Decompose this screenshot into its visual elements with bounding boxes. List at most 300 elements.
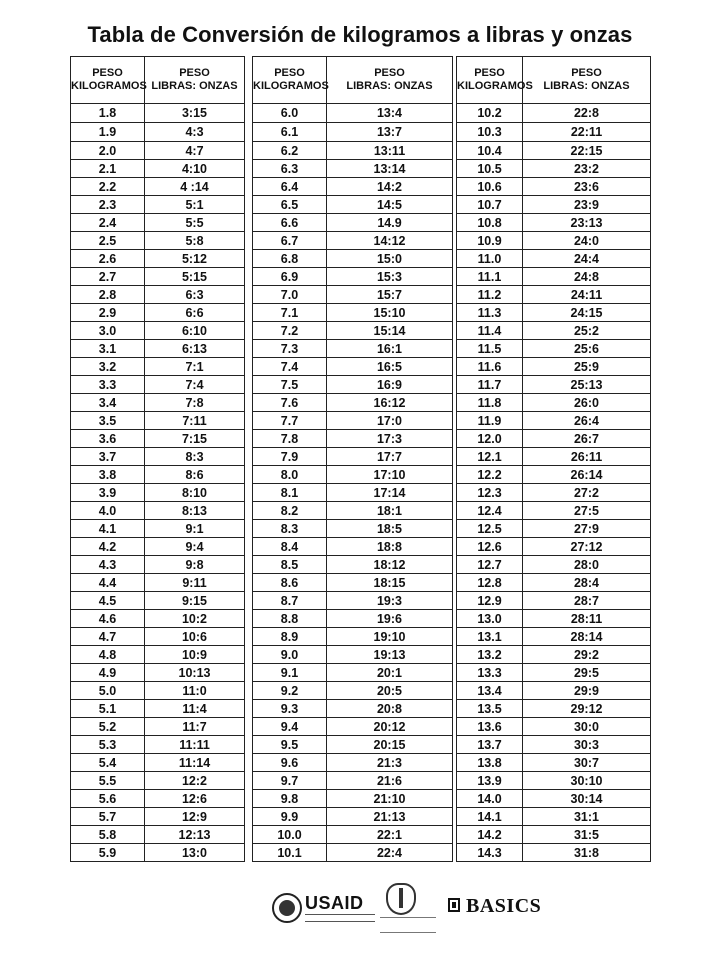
table-row [253,286,453,304]
pounds-ounces-cell: 22:15 [523,142,651,160]
table-row [71,574,245,592]
pounds-ounces-cell: 5:1 [145,196,245,214]
pounds-ounces-cell: 14.9 [327,214,453,232]
table-row [253,268,453,286]
table-row [253,628,453,646]
kilogram-cell: 12.9 [457,592,523,610]
table-row [71,358,245,376]
pounds-ounces-cell: 11:11 [145,736,245,754]
pounds-ounces-cell: 30:3 [523,736,651,754]
table-row [71,700,245,718]
pounds-ounces-cell: 9:15 [145,592,245,610]
table-row [253,340,453,358]
kilogram-cell: 12.4 [457,502,523,520]
pounds-ounces-cell: 29:5 [523,664,651,682]
table-row [71,430,245,448]
header-kg-line1: PESO [274,67,305,79]
pounds-ounces-cell: 27:9 [523,520,651,538]
kilogram-cell: 9.8 [253,790,327,808]
header-kg-line2: KILOGRAMOS [71,80,147,92]
pounds-ounces-cell: 17:7 [327,448,453,466]
pounds-ounces-cell: 20:5 [327,682,453,700]
kilogram-cell: 13.7 [457,736,523,754]
kilogram-cell: 8.4 [253,538,327,556]
table-row [457,610,651,628]
kilogram-cell: 3.1 [71,340,145,358]
kilogram-cell: 2.1 [71,160,145,178]
pounds-ounces-cell: 31:8 [523,844,651,862]
kilogram-cell: 12.5 [457,520,523,538]
kilogram-cell: 14.0 [457,790,523,808]
pounds-ounces-cell: 25:2 [523,322,651,340]
kilogram-cell: 10.3 [457,123,523,142]
kilogram-cell: 9.0 [253,646,327,664]
kilogram-cell: 5.3 [71,736,145,754]
pounds-ounces-cell: 9:1 [145,520,245,538]
kilogram-cell: 5.5 [71,772,145,790]
kilogram-cell: 9.6 [253,754,327,772]
pounds-ounces-cell: 3:15 [145,104,245,123]
table-row [71,178,245,196]
table-row [71,844,245,862]
kilogram-cell: 13.1 [457,628,523,646]
kilogram-cell: 3.7 [71,448,145,466]
pounds-ounces-cell: 23:2 [523,160,651,178]
kilogram-cell: 9.5 [253,736,327,754]
pounds-ounces-cell: 24:11 [523,286,651,304]
table-row [457,502,651,520]
table-row [253,214,453,232]
kilogram-cell: 13.3 [457,664,523,682]
table-row [253,123,453,142]
kilogram-cell: 8.3 [253,520,327,538]
kilogram-cell: 13.8 [457,754,523,772]
pounds-ounces-cell: 7:4 [145,376,245,394]
table-row [457,304,651,322]
kilogram-cell: 3.0 [71,322,145,340]
pounds-ounces-cell: 20:8 [327,700,453,718]
pounds-ounces-cell: 25:9 [523,358,651,376]
kilogram-cell: 2.6 [71,250,145,268]
table-row [71,718,245,736]
kilogram-cell: 13.5 [457,700,523,718]
table-row [71,646,245,664]
kilogram-cell: 2.9 [71,304,145,322]
kilogram-cell: 2.4 [71,214,145,232]
kilogram-cell: 7.9 [253,448,327,466]
pounds-ounces-cell: 29:9 [523,682,651,700]
pounds-ounces-cell: 29:12 [523,700,651,718]
kilogram-cell: 4.0 [71,502,145,520]
kilogram-cell: 7.5 [253,376,327,394]
table-row [71,214,245,232]
pounds-ounces-cell: 28:11 [523,610,651,628]
kilogram-cell: 6.8 [253,250,327,268]
pounds-ounces-cell: 20:12 [327,718,453,736]
secretaria-salud-logo [378,883,438,939]
pounds-ounces-cell: 16:9 [327,376,453,394]
pounds-ounces-cell: 13:0 [145,844,245,862]
table-row [253,718,453,736]
table-row [253,682,453,700]
kilogram-cell: 2.3 [71,196,145,214]
table-row [71,232,245,250]
table-row [457,844,651,862]
header-row [253,57,453,104]
pounds-ounces-cell: 20:1 [327,664,453,682]
kilogram-cell: 4.5 [71,592,145,610]
pounds-ounces-cell: 12:13 [145,826,245,844]
kilogram-cell: 5.2 [71,718,145,736]
pounds-ounces-cell: 31:5 [523,826,651,844]
table-row [71,610,245,628]
kilogram-cell: 11.0 [457,250,523,268]
kilogram-cell: 2.7 [71,268,145,286]
pounds-ounces-cell: 27:2 [523,484,651,502]
pounds-ounces-cell: 16:5 [327,358,453,376]
pounds-ounces-cell: 22:1 [327,826,453,844]
table-row [457,178,651,196]
basics-wordmark: BASICS [466,895,542,917]
header-lb-line1: PESO [374,67,405,79]
table-row [457,592,651,610]
header-lb-line2: LIBRAS: ONZAS [543,80,630,92]
table-row [71,556,245,574]
table-row [457,754,651,772]
pounds-ounces-cell: 9:4 [145,538,245,556]
table-row [457,430,651,448]
pounds-ounces-cell: 7:8 [145,394,245,412]
kilogram-cell: 6.4 [253,178,327,196]
pounds-ounces-cell: 26:11 [523,448,651,466]
kilogram-cell: 12.0 [457,430,523,448]
kilogram-cell: 4.6 [71,610,145,628]
kilogram-cell: 10.9 [457,232,523,250]
table-row [457,268,651,286]
pounds-ounces-cell: 25:13 [523,376,651,394]
conversion-table-1 [70,56,245,862]
table-row [71,196,245,214]
kilogram-cell: 1.9 [71,123,145,142]
pounds-ounces-cell: 16:1 [327,340,453,358]
pounds-ounces-cell: 11:0 [145,682,245,700]
kilogram-cell: 4.8 [71,646,145,664]
page-title: Tabla de Conversión de kilogramos a libras y onzas [87,22,633,47]
kilogram-cell: 12.6 [457,538,523,556]
table-row [253,772,453,790]
pounds-ounces-cell: 11:4 [145,700,245,718]
table-row [71,304,245,322]
pounds-ounces-cell: 24:15 [523,304,651,322]
header-lb-line2: LIBRAS: ONZAS [151,80,238,92]
kilogram-cell: 13.2 [457,646,523,664]
kilogram-cell: 4.9 [71,664,145,682]
table-row [457,700,651,718]
conversion-table-3 [456,56,651,862]
table-row [71,664,245,682]
pounds-ounces-cell: 6:13 [145,340,245,358]
pounds-ounces-cell: 21:6 [327,772,453,790]
kilogram-cell: 12.8 [457,574,523,592]
kilogram-cell: 11.6 [457,358,523,376]
usaid-seal-icon [272,893,302,923]
kilogram-cell: 11.9 [457,412,523,430]
table-row [457,790,651,808]
kilogram-cell: 5.0 [71,682,145,700]
pounds-ounces-cell: 10:6 [145,628,245,646]
kilogram-cell: 7.6 [253,394,327,412]
table-row [253,142,453,160]
pounds-ounces-cell: 11:14 [145,754,245,772]
table-row [71,484,245,502]
kilogram-cell: 9.7 [253,772,327,790]
kilogram-cell: 3.5 [71,412,145,430]
table-row [457,412,651,430]
table-row [457,718,651,736]
kilogram-cell: 12.3 [457,484,523,502]
table-row [253,484,453,502]
pounds-ounces-cell: 5:12 [145,250,245,268]
pounds-ounces-cell: 10:9 [145,646,245,664]
kilogram-cell: 7.2 [253,322,327,340]
table-row [71,520,245,538]
kilogram-cell: 7.3 [253,340,327,358]
pounds-ounces-cell: 29:2 [523,646,651,664]
kilogram-cell: 8.2 [253,502,327,520]
kilogram-cell: 4.2 [71,538,145,556]
table-row [457,646,651,664]
header-kg-line2: KILOGRAMOS [253,80,329,92]
kilogram-cell: 9.4 [253,718,327,736]
table-row [457,448,651,466]
kilogram-cell: 7.8 [253,430,327,448]
kilogram-cell: 4.7 [71,628,145,646]
kilogram-cell: 3.6 [71,430,145,448]
table-row [457,484,651,502]
header-kg-line1: PESO [92,67,123,79]
pounds-ounces-cell: 30:7 [523,754,651,772]
table-row [71,754,245,772]
pounds-ounces-cell: 28:14 [523,628,651,646]
pounds-ounces-cell: 26:4 [523,412,651,430]
table-row [457,214,651,232]
pounds-ounces-cell: 28:0 [523,556,651,574]
table-row [71,826,245,844]
kilogram-cell: 14.3 [457,844,523,862]
pounds-ounces-cell: 5:5 [145,214,245,232]
pounds-ounces-cell: 10:13 [145,664,245,682]
pounds-ounces-cell: 23:9 [523,196,651,214]
pounds-ounces-cell: 12:9 [145,808,245,826]
kilogram-cell: 6.6 [253,214,327,232]
table-row [253,664,453,682]
kilogram-cell: 7.0 [253,286,327,304]
pounds-ounces-cell: 7:1 [145,358,245,376]
table-row [457,340,651,358]
kilogram-cell: 4.1 [71,520,145,538]
header-libras-onzas [523,57,651,104]
kilogram-cell: 12.1 [457,448,523,466]
table-row [457,376,651,394]
pounds-ounces-cell: 6:10 [145,322,245,340]
kilogram-cell: 9.9 [253,808,327,826]
kilogram-cell: 6.3 [253,160,327,178]
kilogram-cell: 13.4 [457,682,523,700]
pounds-ounces-cell: 22:11 [523,123,651,142]
table-row [71,466,245,484]
pounds-ounces-cell: 19:13 [327,646,453,664]
table-row [457,394,651,412]
kilogram-cell: 5.6 [71,790,145,808]
table-row [457,808,651,826]
kilogram-cell: 13.9 [457,772,523,790]
kilogram-cell: 10.4 [457,142,523,160]
pounds-ounces-cell: 26:14 [523,466,651,484]
kilogram-cell: 3.3 [71,376,145,394]
kilogram-cell: 11.7 [457,376,523,394]
header-libras-onzas [327,57,453,104]
table-row [253,412,453,430]
pounds-ounces-cell: 9:11 [145,574,245,592]
table-row [253,610,453,628]
pounds-ounces-cell: 26:7 [523,430,651,448]
pounds-ounces-cell: 17:10 [327,466,453,484]
pounds-ounces-cell: 20:15 [327,736,453,754]
table-row [71,682,245,700]
kilogram-cell: 2.5 [71,232,145,250]
pounds-ounces-cell: 15:3 [327,268,453,286]
kilogram-cell: 11.1 [457,268,523,286]
kilogram-cell: 13.6 [457,718,523,736]
table-row [71,808,245,826]
header-kg-line2: KILOGRAMOS [457,80,533,92]
table-row [457,520,651,538]
pounds-ounces-cell: 13:11 [327,142,453,160]
pounds-ounces-cell: 6:6 [145,304,245,322]
kilogram-cell: 3.8 [71,466,145,484]
table-row [71,104,245,123]
table-row [457,250,651,268]
kilogram-cell: 2.8 [71,286,145,304]
table-row [457,682,651,700]
header-row [457,57,651,104]
pounds-ounces-cell: 8:10 [145,484,245,502]
table-row [253,556,453,574]
kilogram-cell: 7.7 [253,412,327,430]
table-row [457,736,651,754]
kilogram-cell: 6.0 [253,104,327,123]
kilogram-cell: 6.1 [253,123,327,142]
footer-logos [0,883,720,943]
table-row [253,232,453,250]
pounds-ounces-cell: 14:2 [327,178,453,196]
kilogram-cell: 8.8 [253,610,327,628]
pounds-ounces-cell: 21:13 [327,808,453,826]
header-libras-onzas [145,57,245,104]
pounds-ounces-cell: 7:15 [145,430,245,448]
table-row [71,448,245,466]
kilogram-cell: 5.9 [71,844,145,862]
pounds-ounces-cell: 28:7 [523,592,651,610]
pounds-ounces-cell: 15:7 [327,286,453,304]
kilogram-cell: 11.2 [457,286,523,304]
pounds-ounces-cell: 6:3 [145,286,245,304]
table-row [457,466,651,484]
kilogram-cell: 2.2 [71,178,145,196]
kilogram-cell: 1.8 [71,104,145,123]
header-lb-line1: PESO [571,67,602,79]
table-row [253,104,453,123]
table-row [457,574,651,592]
kilogram-cell: 4.4 [71,574,145,592]
usaid-tagline-graphic [305,914,375,922]
table-row [457,196,651,214]
kilogram-cell: 5.1 [71,700,145,718]
table-row [253,160,453,178]
table-row [457,322,651,340]
pounds-ounces-cell: 25:6 [523,340,651,358]
pounds-ounces-cell: 30:0 [523,718,651,736]
table-row [253,538,453,556]
table-row [253,322,453,340]
pounds-ounces-cell: 17:14 [327,484,453,502]
kilogram-cell: 8.5 [253,556,327,574]
table-row [253,250,453,268]
table-row [457,556,651,574]
pounds-ounces-cell: 18:5 [327,520,453,538]
kilogram-cell: 4.3 [71,556,145,574]
table-row [71,538,245,556]
table-row [253,700,453,718]
table-row [253,646,453,664]
pounds-ounces-cell: 13:4 [327,104,453,123]
kilogram-cell: 6.7 [253,232,327,250]
pounds-ounces-cell: 14:5 [327,196,453,214]
pounds-ounces-cell: 21:3 [327,754,453,772]
pounds-ounces-cell: 27:5 [523,502,651,520]
table-row [253,574,453,592]
usaid-wordmark: USAID [305,893,364,913]
kilogram-cell: 9.2 [253,682,327,700]
kilogram-cell: 7.4 [253,358,327,376]
pounds-ounces-cell: 31:1 [523,808,651,826]
pounds-ounces-cell: 8:3 [145,448,245,466]
table-row [457,358,651,376]
table-row [457,104,651,123]
header-row [71,57,245,104]
kilogram-cell: 6.9 [253,268,327,286]
pounds-ounces-cell: 8:13 [145,502,245,520]
table-row [253,394,453,412]
table-row [253,466,453,484]
table-row [253,844,453,862]
pounds-ounces-cell: 15:0 [327,250,453,268]
pounds-ounces-cell: 30:14 [523,790,651,808]
table-row [253,430,453,448]
table-row [253,376,453,394]
table-row [253,358,453,376]
pounds-ounces-cell: 23:13 [523,214,651,232]
table-row [71,502,245,520]
table-row [253,736,453,754]
table-row [71,412,245,430]
table-row [253,196,453,214]
table-row [457,538,651,556]
table-row [71,376,245,394]
table-row [457,286,651,304]
pounds-ounces-cell: 27:12 [523,538,651,556]
table-row [253,808,453,826]
